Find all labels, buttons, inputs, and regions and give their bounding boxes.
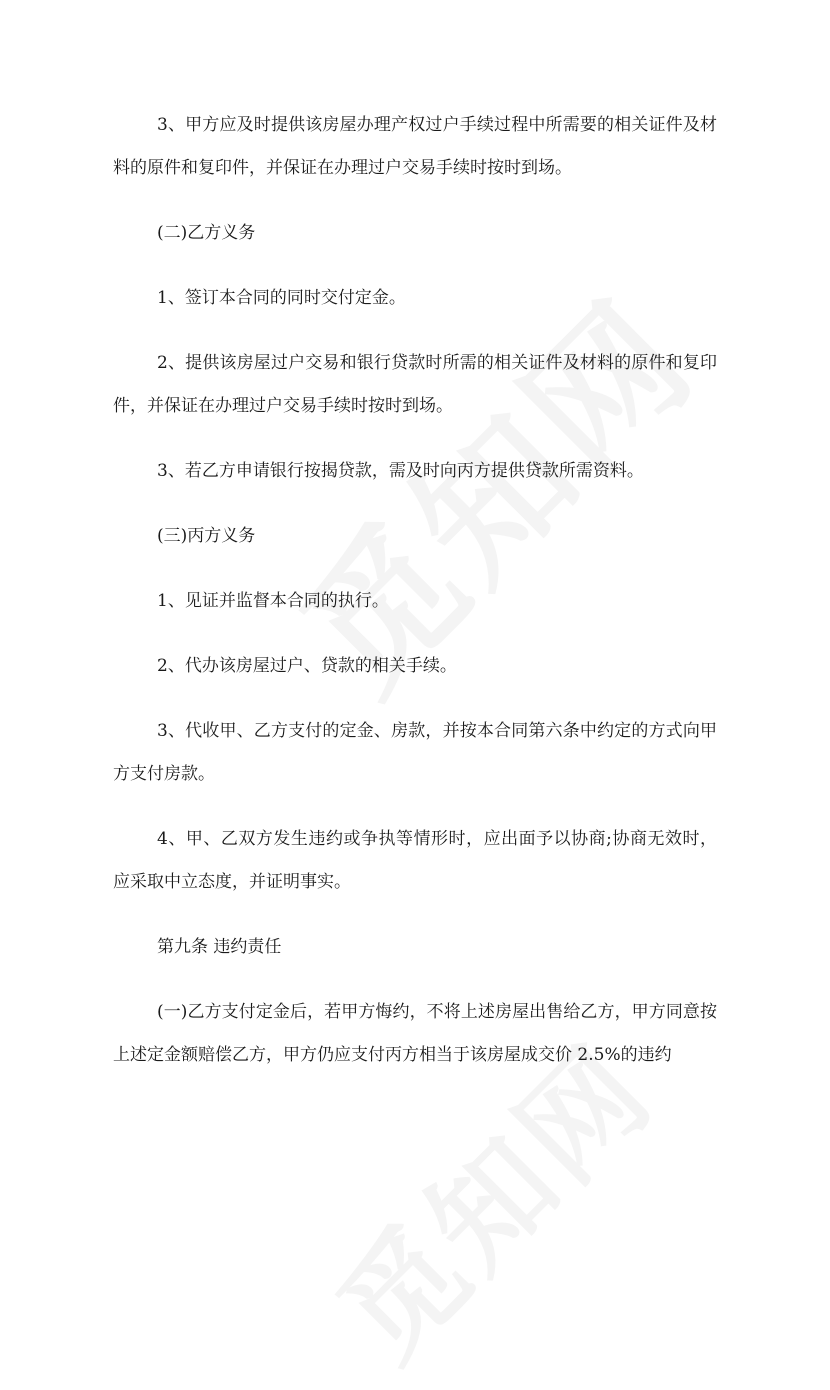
section-heading-party-c-duties: (三)丙方义务 <box>157 526 256 546</box>
article-9-clause-1: (一)乙方支付定金后，若甲方悔约，不将上述房屋出售给乙方，甲方同意按上述定金额赔偿乙方，甲方仍应支付丙方相当于该房屋成交价 2.5%的违约 <box>113 1002 717 1065</box>
clause-party-a-duty-3: 3、甲方应及时提供该房屋办理产权过户手续过程中所需要的相关证件及材料的原件和复印件，并保证在办理过户交易手续时按时到场。 <box>113 115 717 178</box>
clause-party-c-duty-1: 1、见证并监督本合同的执行。 <box>157 591 389 611</box>
document-body <box>113 104 717 1077</box>
clause-party-b-duty-2: 2、提供该房屋过户交易和银行贷款时所需的相关证件及材料的原件和复印件，并保证在办理过户交易手续时按时到场。 <box>113 353 717 416</box>
clause-party-c-duty-2: 2、代办该房屋过户、贷款的相关手续。 <box>157 656 457 676</box>
clause-party-b-duty-3: 3、若乙方申请银行按揭贷款，需及时向丙方提供贷款所需资料。 <box>157 461 644 481</box>
clause-party-c-duty-3: 3、代收甲、乙方支付的定金、房款，并按本合同第六条中约定的方式向甲方支付房款。 <box>113 721 717 784</box>
section-heading-party-b-duties: (二)乙方义务 <box>157 223 256 243</box>
clause-party-c-duty-4: 4、甲、乙双方发生违约或争执等情形时，应出面予以协商;协商无效时，应采取中立态度，并证明事实。 <box>113 829 717 892</box>
clause-party-b-duty-1: 1、签订本合同的同时交付定金。 <box>157 288 406 308</box>
article-9-heading: 第九条 违约责任 <box>157 937 282 957</box>
